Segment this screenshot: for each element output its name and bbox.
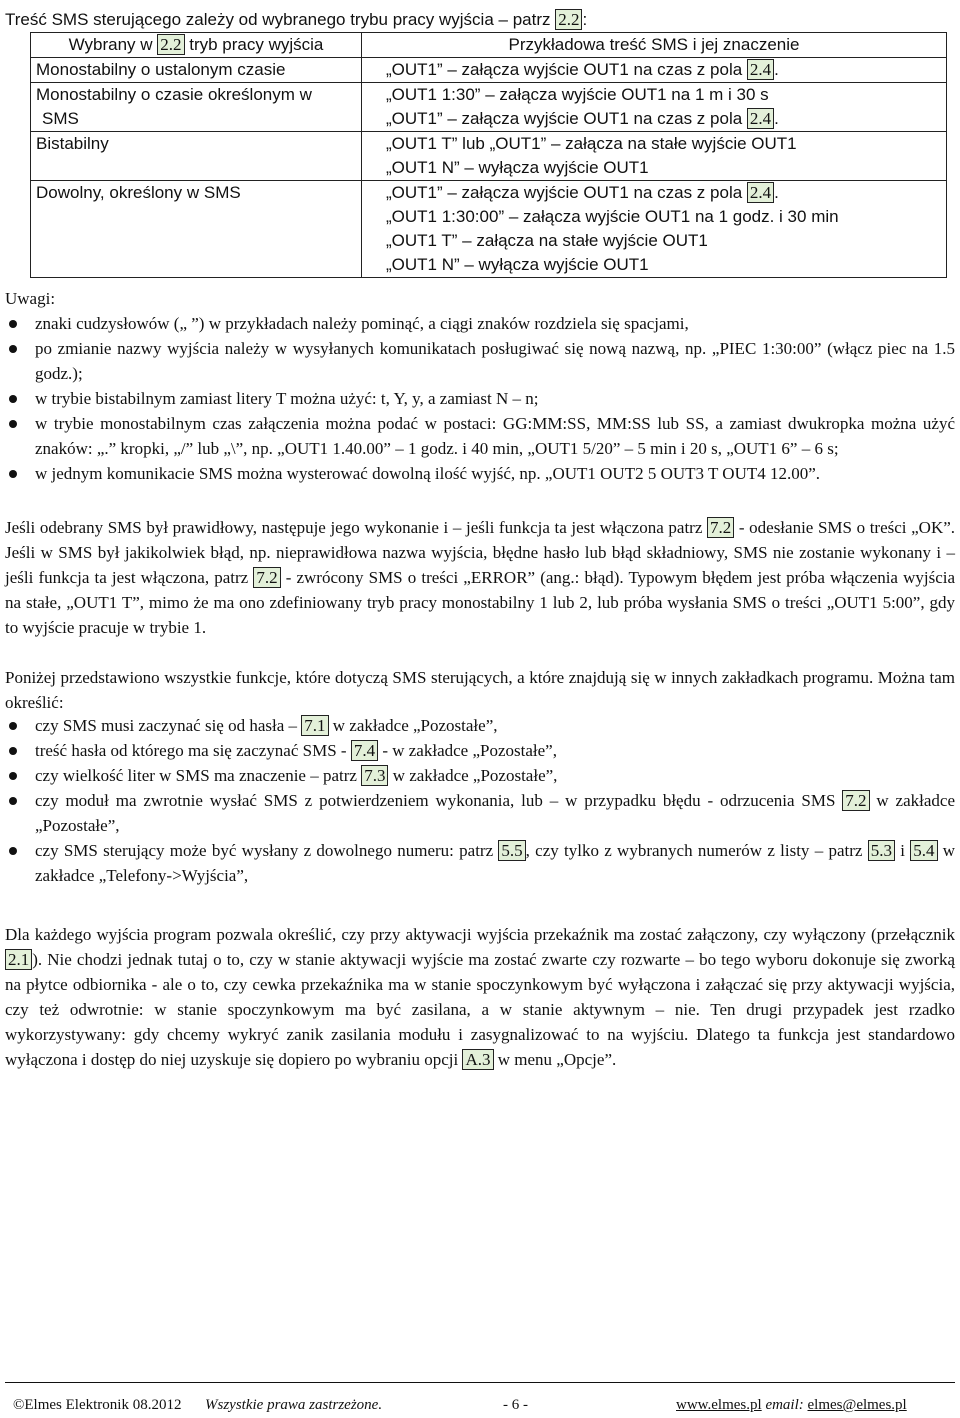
bullet-icon: [9, 797, 17, 805]
function-text: w zakładce „Pozostałe”,: [392, 766, 558, 785]
ref-box[interactable]: 7.4: [351, 740, 378, 761]
ref-box[interactable]: 7.2: [707, 517, 734, 538]
example-text: „OUT1 T” – załącza na stałe wyjście OUT1: [386, 231, 708, 250]
function-item: [5, 788, 955, 838]
function-text: w zakładce „Pozostałe”,: [332, 716, 498, 735]
function-text: treść hasła od którego ma się zaczynać SMS -: [35, 741, 347, 760]
note-item: [5, 311, 955, 336]
example-text: „OUT1” – załącza wyjście OUT1 na czas z pola: [386, 109, 743, 128]
bullet-icon: [9, 395, 17, 403]
function-text: w zakładce „Telefony->Wyjścia”,: [35, 841, 956, 885]
example-text: „OUT1 N” – wyłącza wyjście OUT1: [386, 255, 649, 274]
example-text: „OUT1” – załącza wyjście OUT1 na czas z pola: [386, 183, 743, 202]
example-line: [386, 156, 941, 180]
example-line: [386, 253, 941, 277]
ref-box[interactable]: 7.3: [361, 765, 388, 786]
ref-box[interactable]: 2.4: [747, 182, 774, 203]
text-run: Dla każdego wyjścia program pozwala określić, czy przy aktywacji wyjścia przekaźnik ma zostać załączony, czy wyłączony (przełącznik: [5, 925, 955, 944]
mode-cell: [31, 132, 362, 181]
functions-list: [5, 713, 955, 888]
mode-label: Monostabilny o czasie określonym w: [36, 85, 312, 104]
example-line: [386, 132, 941, 156]
output-mode-table: [30, 32, 947, 278]
example-line: [386, 83, 941, 107]
ref-box[interactable]: 7.1: [301, 715, 328, 736]
header-text: Wybrany w: [68, 35, 153, 54]
function-text: czy SMS sterujący może być wysłany z dowolnego numeru: patrz: [35, 841, 494, 860]
ref-box[interactable]: 2.1: [5, 949, 32, 970]
example-text: „OUT1 1:30:00” – załącza wyjście OUT1 na 1 godz. i 30 min: [386, 207, 839, 226]
example-line: [386, 181, 941, 205]
bullet-icon: [9, 320, 17, 328]
function-item: [5, 738, 955, 763]
note-item: [5, 461, 955, 486]
ref-box[interactable]: 7.2: [842, 790, 869, 811]
email-link[interactable]: elmes@elmes.pl: [807, 1397, 907, 1413]
mode-cell: [31, 58, 362, 83]
example-text: „OUT1” – załącza wyjście OUT1 na czas z pola: [386, 60, 743, 79]
header-text: tryb pracy wyjścia: [189, 35, 324, 54]
example-line: [386, 107, 941, 131]
ref-box[interactable]: 7.2: [253, 567, 280, 588]
email-label: email:: [765, 1397, 804, 1413]
example-text: „OUT1 1:30” – załącza wyjście OUT1 na 1 m i 30 s: [386, 85, 769, 104]
mode-label: Dowolny, określony w SMS: [36, 183, 241, 202]
header-example-cell: Przykładowa treść SMS i jej znaczenie: [362, 33, 947, 58]
function-item: [5, 838, 955, 888]
example-punct: .: [774, 109, 779, 128]
table-row: [31, 58, 947, 83]
function-item: [5, 763, 955, 788]
table-row: [31, 181, 947, 278]
paragraph-functions-intro: Poniżej przedstawiono wszystkie funkcje, które dotyczą SMS sterujących, a które znajdują się w innych zakładkach programu. Można tam określić:: [5, 668, 955, 712]
website-link[interactable]: www.elmes.pl: [676, 1397, 762, 1413]
table-row: [31, 83, 947, 132]
example-cell: [362, 132, 947, 181]
mode-label: SMS: [42, 109, 79, 128]
function-text: czy moduł ma zwrotnie wysłać SMS z potwierdzeniem wykonania, lub – w przypadku błędu - odrzucenia SMS: [35, 791, 836, 810]
table-row: [31, 132, 947, 181]
paragraph-sms-result: [5, 515, 955, 640]
table-body: [31, 58, 947, 278]
note-text: po zmianie nazwy wyjścia należy w wysyłanych komunikatach posługiwać się nową nazwą, np. „PIEC 1:30:00” (włącz piec na 1.5 godz.);: [35, 339, 955, 383]
note-item: [5, 411, 955, 461]
function-text: w zakładce „Pozostałe”,: [35, 791, 955, 835]
ref-box[interactable]: A.3: [462, 1049, 493, 1070]
function-text: czy SMS musi zaczynać się od hasła –: [35, 716, 298, 735]
footer-rights: Wszystkie prawa zastrzeżone.: [205, 1397, 383, 1413]
ref-box[interactable]: 5.5: [498, 840, 525, 861]
footer-rule: [5, 1382, 955, 1383]
text-run: ). Nie chodzi jednak tutaj o to, czy w stanie aktywacji wyjście ma zostać zwarte czy rozwarte – bo tego wyboru dokonuje się zworką na płytce odbiornika - ale o to, czy cewka przekaźnika ma w stanie spoczynkowym być wyłączona i załączać się przy aktywacji wyjścia, czy też odwrotnie: w stanie spoczynkowym ma być zasilana, a w stanie aktywnym – nie. Ten drugi przypadek jest rzadko wykorzystywany: gdy chcemy wykryć zanik zasilania modułu i zasygnalizować to na wyjściu. Dlatego ta funkcja jest standardowo wyłączona i dostęp do niej uzyskuje się dopiero po wybraniu opcji: [5, 950, 955, 1069]
intro-line: [5, 7, 587, 32]
ref-box[interactable]: 5.4: [910, 840, 937, 861]
footer-links: [676, 1395, 907, 1415]
footer-page-number: - 6 -: [503, 1397, 528, 1413]
bullet-icon: [9, 847, 17, 855]
table-header-row: [31, 33, 947, 58]
note-text: w trybie bistabilnym zamiast litery T można użyć: t, Y, y, a zamiast N – n;: [35, 389, 539, 408]
mode-label: Monostabilny o ustalonym czasie: [36, 60, 286, 79]
example-line: [386, 58, 941, 82]
footer-copyright: ©Elmes Elektronik 08.2012: [13, 1397, 182, 1413]
note-text: w jednym komunikacie SMS można wysterować dowolną ilość wyjść, np. „OUT1 OUT2 5 OUT3 T OUT4 12.00”.: [35, 464, 821, 483]
intro-text: Treść SMS sterującego zależy od wybranego trybu pracy wyjścia – patrz: [5, 10, 551, 29]
notes-list: [5, 311, 955, 486]
ref-box[interactable]: 5.3: [868, 840, 895, 861]
example-text: „OUT1 T” lub „OUT1” – załącza na stałe wyjście OUT1: [386, 134, 797, 153]
bullet-icon: [9, 470, 17, 478]
bullet-icon: [9, 747, 17, 755]
function-text: i: [900, 841, 905, 860]
mode-cell: [31, 83, 362, 132]
intro-colon: :: [582, 10, 588, 29]
note-text: znaki cudzysłowów („ ”) w przykładach należy pominąć, a ciągi znaków rozdziela się spacjami,: [35, 314, 689, 333]
text-run: - zwrócony SMS o treści „ERROR” (ang.: błąd). Typowym błędem jest próba włączenia wyjścia na stałe, „OUT1 T”, mimo że ma ono zdefiniowany tryb pracy monostabilny 1 lub 2, lub próba wysłania SMS o treści „OUT1 5:00”, gdy to wyjście pracuje w trybie 1.: [5, 568, 956, 637]
mode-cell: [31, 181, 362, 278]
bullet-icon: [9, 345, 17, 353]
example-cell: [362, 83, 947, 132]
note-item: [5, 386, 955, 411]
example-text: „OUT1 N” – wyłącza wyjście OUT1: [386, 158, 649, 177]
note-item: [5, 336, 955, 386]
paragraph-relay: [5, 922, 955, 1072]
ref-box[interactable]: 2.2: [555, 9, 582, 30]
example-punct: .: [774, 183, 779, 202]
function-text: , czy tylko z wybranych numerów z listy – patrz: [525, 841, 863, 860]
example-cell: [362, 58, 947, 83]
function-text: czy wielkość liter w SMS ma znaczenie – patrz: [35, 766, 357, 785]
function-text: - w zakładce „Pozostałe”,: [382, 741, 557, 760]
text-run: Jeśli odebrany SMS był prawidłowy, następuje jego wykonanie i – jeśli funkcja ta jest włączona patrz: [5, 518, 703, 537]
bullet-icon: [9, 420, 17, 428]
example-line: [386, 229, 941, 253]
mode-label: Bistabilny: [36, 134, 109, 153]
function-item: [5, 713, 955, 738]
bullet-icon: [9, 722, 17, 730]
notes-label: Uwagi:: [5, 289, 56, 308]
example-line: [386, 205, 941, 229]
example-cell: [362, 181, 947, 278]
ref-box[interactable]: 2.2: [157, 34, 184, 55]
note-text: w trybie monostabilnym czas załączenia można podać w postaci: GG:MM:SS, MM:SS lub SS, a zamiast dwukropka można użyć znaków: „.” kropki, „/” lub „\”, np. „OUT1 1.40.00” – 1 godz. i 40 min, „OUT1 5/20” – 5 min i 20 s, „OUT1 6” – 6 s;: [35, 414, 955, 458]
example-punct: .: [774, 60, 779, 79]
header-mode-cell: [31, 33, 362, 58]
text-run: - odesłanie SMS o treści „OK”. Jeśli w SMS był jakikolwiek błąd, np. nieprawidłowa nazwa wyjścia, błędne hasło lub błąd składniowy, SMS nie zostanie wykonany i – jeśli funkcja ta jest włączona, patrz: [5, 518, 956, 587]
text-run: w menu „Opcje”.: [497, 1050, 617, 1069]
ref-box[interactable]: 2.4: [747, 59, 774, 80]
bullet-icon: [9, 772, 17, 780]
ref-box[interactable]: 2.4: [747, 108, 774, 129]
